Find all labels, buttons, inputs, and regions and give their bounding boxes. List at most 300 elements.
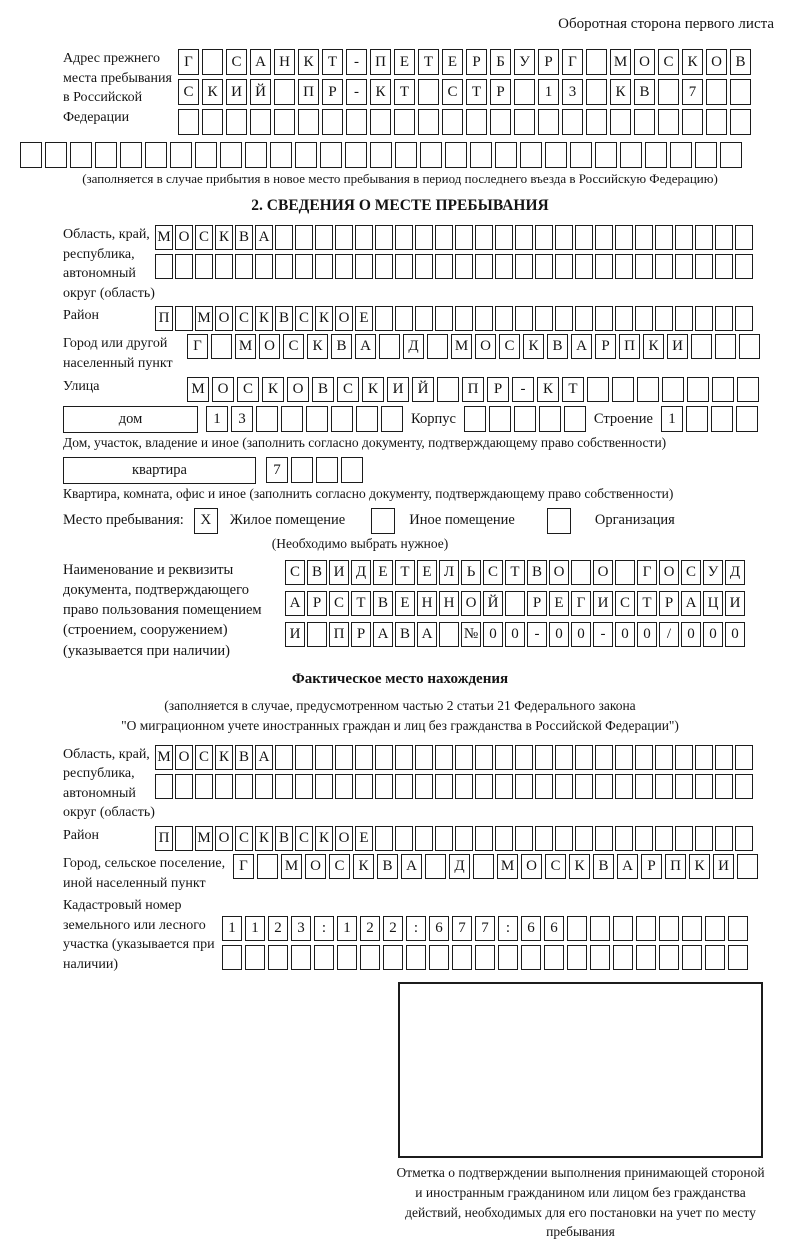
char-boxes-row — [155, 225, 753, 250]
char-box — [735, 306, 753, 331]
char-box — [395, 306, 413, 331]
char-boxes-row — [233, 854, 758, 879]
char-box: 6 — [429, 916, 449, 941]
char-box: Р — [538, 49, 559, 75]
char-box: 3 — [291, 916, 311, 941]
char-box — [567, 916, 587, 941]
char-box — [515, 826, 533, 851]
char-box — [682, 945, 702, 970]
char-box — [355, 225, 373, 250]
char-box — [612, 377, 634, 402]
char-box: М — [195, 306, 213, 331]
char-box — [222, 945, 242, 970]
char-box: 6 — [544, 916, 564, 941]
char-box — [464, 406, 486, 432]
char-box — [375, 306, 393, 331]
char-box: А — [401, 854, 422, 879]
page-side-note: Оборотная сторона первого листа — [558, 16, 774, 32]
char-box — [739, 334, 760, 359]
char-box — [695, 745, 713, 770]
char-box: 1 — [337, 916, 357, 941]
char-box: 1 — [222, 916, 242, 941]
char-box — [635, 306, 653, 331]
char-box: К — [610, 79, 631, 105]
char-box: С — [615, 591, 635, 616]
char-box: О — [212, 377, 234, 402]
char-box — [175, 254, 193, 279]
char-box — [175, 306, 193, 331]
char-box — [571, 560, 591, 585]
char-box: Г — [571, 591, 591, 616]
char-box: В — [527, 560, 547, 585]
char-box — [636, 916, 656, 941]
char-box — [395, 142, 417, 168]
char-box: Р — [466, 49, 487, 75]
char-box — [715, 254, 733, 279]
place-type-label: Место пребывания: — [63, 512, 184, 529]
dom-caption: Дом, участок, владение и иное (заполнить согласно документу, подтверждающему право собственности) — [63, 434, 667, 450]
char-box — [645, 142, 667, 168]
char-box — [375, 254, 393, 279]
char-box — [634, 109, 655, 135]
char-box: О — [287, 377, 309, 402]
char-box: О — [215, 306, 233, 331]
char-box — [539, 406, 561, 432]
char-box — [315, 774, 333, 799]
field-previous-address — [20, 49, 780, 139]
char-box — [735, 745, 753, 770]
checkbox-zhiloe[interactable]: X — [194, 508, 218, 534]
char-box: К — [215, 745, 233, 770]
char-box — [590, 945, 610, 970]
char-box: В — [235, 745, 253, 770]
stamp-caption: Отметка о подтверждении выполнения принимающей стороной и иностранным гражданином или лицом без гражданства действий, необходимых для его постановки на учет по месту пребывания — [396, 1165, 765, 1240]
char-box: - — [527, 622, 547, 647]
char-box: С — [283, 334, 304, 359]
char-box: Т — [466, 79, 487, 105]
char-box — [495, 774, 513, 799]
char-box — [675, 306, 693, 331]
char-box: И — [329, 560, 349, 585]
char-box: К — [315, 826, 333, 851]
char-box — [544, 945, 564, 970]
char-box: А — [617, 854, 638, 879]
char-box — [202, 49, 223, 75]
char-box — [20, 142, 42, 168]
char-box: С — [178, 79, 199, 105]
char-box: Й — [412, 377, 434, 402]
char-box: М — [281, 854, 302, 879]
char-box — [695, 142, 717, 168]
char-box — [295, 745, 313, 770]
char-box — [475, 826, 493, 851]
char-box: 1 — [206, 406, 228, 432]
char-box — [705, 945, 725, 970]
char-box — [455, 254, 473, 279]
char-box — [275, 745, 293, 770]
char-box — [490, 109, 511, 135]
char-box: 2 — [383, 916, 403, 941]
char-boxes-row — [178, 109, 751, 135]
char-box — [274, 109, 295, 135]
char-box — [175, 826, 193, 851]
char-box — [728, 916, 748, 941]
char-box — [455, 774, 473, 799]
char-box — [655, 774, 673, 799]
char-box — [315, 225, 333, 250]
char-boxes-row — [206, 406, 403, 432]
char-box — [495, 225, 513, 250]
char-box: - — [346, 79, 367, 105]
char-box — [195, 774, 213, 799]
checkbox-organizatsiya[interactable] — [547, 508, 571, 534]
char-box — [425, 854, 446, 879]
char-box — [211, 334, 232, 359]
char-box — [515, 745, 533, 770]
char-box — [455, 745, 473, 770]
char-box — [615, 745, 633, 770]
char-box — [337, 945, 357, 970]
char-box — [346, 109, 367, 135]
char-box — [295, 142, 317, 168]
char-box — [682, 916, 702, 941]
char-box — [250, 109, 271, 135]
char-box — [595, 306, 613, 331]
char-box — [730, 79, 751, 105]
char-box — [381, 406, 403, 432]
char-box — [715, 225, 733, 250]
char-box: : — [314, 916, 334, 941]
char-box — [575, 826, 593, 851]
char-box — [395, 225, 413, 250]
char-box — [658, 79, 679, 105]
char-box — [475, 254, 493, 279]
char-box — [514, 79, 535, 105]
char-box — [575, 774, 593, 799]
char-box — [466, 109, 487, 135]
char-box — [728, 945, 748, 970]
char-box: В — [235, 225, 253, 250]
char-box: № — [461, 622, 481, 647]
option-zhiloe-label: Жилое помещение — [229, 512, 346, 529]
char-box — [316, 457, 338, 483]
char-box — [215, 774, 233, 799]
char-box: О — [521, 854, 542, 879]
char-box — [215, 254, 233, 279]
char-boxes-row — [285, 622, 745, 647]
char-boxes-row — [222, 916, 748, 941]
char-box: В — [312, 377, 334, 402]
char-box — [562, 109, 583, 135]
char-box — [555, 254, 573, 279]
char-box: Г — [637, 560, 657, 585]
stroenie-label: Строение — [593, 410, 653, 427]
char-box: К — [202, 79, 223, 105]
checkbox-inoe[interactable] — [371, 508, 395, 534]
char-box — [659, 945, 679, 970]
actual-location-note-line2: "О миграционном учете иностранных граждан и лиц без гражданства в Российской Федерации") — [121, 718, 679, 734]
char-box: 0 — [571, 622, 591, 647]
char-box: Р — [595, 334, 616, 359]
char-box — [195, 142, 217, 168]
char-boxes-row — [155, 774, 753, 799]
char-box — [435, 254, 453, 279]
char-box — [545, 142, 567, 168]
char-box — [495, 745, 513, 770]
char-boxes-row — [661, 406, 758, 432]
char-box: М — [195, 826, 213, 851]
char-box — [255, 254, 273, 279]
char-box — [195, 254, 213, 279]
char-box — [586, 49, 607, 75]
char-box: А — [250, 49, 271, 75]
char-box — [495, 142, 517, 168]
char-box — [256, 406, 278, 432]
char-box: Е — [373, 560, 393, 585]
char-box — [535, 774, 553, 799]
char-box — [175, 774, 193, 799]
char-box — [335, 254, 353, 279]
char-box — [379, 334, 400, 359]
char-box — [335, 774, 353, 799]
char-box: К — [569, 854, 590, 879]
char-box: Е — [549, 591, 569, 616]
char-box — [514, 109, 535, 135]
char-box: О — [475, 334, 496, 359]
gorod-label: Город или другой населенный пункт — [63, 336, 173, 371]
char-box — [655, 826, 673, 851]
char-box: Ц — [703, 591, 723, 616]
char-box: О — [335, 826, 353, 851]
char-box — [455, 225, 473, 250]
field-dom — [63, 406, 780, 433]
char-box — [637, 377, 659, 402]
char-box — [375, 225, 393, 250]
char-box — [355, 254, 373, 279]
char-box: У — [703, 560, 723, 585]
char-box — [415, 306, 433, 331]
char-box — [520, 142, 542, 168]
char-box: И — [667, 334, 688, 359]
char-box: К — [307, 334, 328, 359]
char-box: С — [442, 79, 463, 105]
char-box — [712, 377, 734, 402]
char-box — [489, 406, 511, 432]
actual-location-note-line1: (заполняется в случае, предусмотренном частью 2 статьи 21 Федерального закона — [164, 698, 636, 714]
char-box: Р — [659, 591, 679, 616]
char-box: А — [355, 334, 376, 359]
char-box — [360, 945, 380, 970]
char-boxes-row — [222, 945, 748, 970]
char-box: О — [634, 49, 655, 75]
char-box: П — [155, 306, 173, 331]
char-box — [615, 774, 633, 799]
char-box: А — [373, 622, 393, 647]
char-box — [613, 916, 633, 941]
char-box — [655, 254, 673, 279]
char-box — [295, 774, 313, 799]
char-box: А — [255, 225, 273, 250]
char-box — [375, 826, 393, 851]
char-box: В — [593, 854, 614, 879]
char-box — [295, 254, 313, 279]
char-box — [505, 591, 525, 616]
field-fact-raion — [20, 826, 780, 851]
char-box — [355, 774, 373, 799]
char-box: 0 — [725, 622, 745, 647]
char-box: С — [285, 560, 305, 585]
char-box: С — [295, 306, 313, 331]
char-box — [662, 377, 684, 402]
char-box — [595, 745, 613, 770]
char-box: Т — [505, 560, 525, 585]
char-box: Д — [351, 560, 371, 585]
char-box — [595, 774, 613, 799]
char-box — [635, 774, 653, 799]
char-box: П — [665, 854, 686, 879]
char-box — [659, 916, 679, 941]
char-box — [514, 406, 536, 432]
char-box: Р — [487, 377, 509, 402]
kvartira-box: квартира — [63, 457, 256, 484]
char-box — [274, 79, 295, 105]
char-box — [555, 774, 573, 799]
char-box: И — [725, 591, 745, 616]
char-box — [220, 142, 242, 168]
char-box — [383, 945, 403, 970]
char-box — [435, 826, 453, 851]
char-box: В — [377, 854, 398, 879]
char-box: К — [523, 334, 544, 359]
char-box: Б — [490, 49, 511, 75]
char-box — [455, 306, 473, 331]
kvartira-caption: Квартира, комната, офис и иное (заполнить согласно документу, подтверждающему право собственности) — [63, 485, 674, 501]
char-box — [495, 826, 513, 851]
char-box — [370, 142, 392, 168]
char-box — [275, 774, 293, 799]
char-box — [715, 826, 733, 851]
char-box — [586, 109, 607, 135]
char-box — [495, 254, 513, 279]
char-box — [355, 745, 373, 770]
char-box — [564, 406, 586, 432]
char-box: : — [406, 916, 426, 941]
char-box — [270, 142, 292, 168]
char-box: 3 — [562, 79, 583, 105]
char-box — [735, 774, 753, 799]
char-box — [245, 945, 265, 970]
char-box — [202, 109, 223, 135]
char-box — [635, 225, 653, 250]
char-box — [331, 406, 353, 432]
char-box: К — [370, 79, 391, 105]
char-box — [737, 377, 759, 402]
char-box — [370, 109, 391, 135]
char-box — [155, 774, 173, 799]
char-box — [395, 254, 413, 279]
char-box — [452, 945, 472, 970]
char-box: 0 — [505, 622, 525, 647]
char-box — [395, 826, 413, 851]
char-box — [420, 142, 442, 168]
char-box — [281, 406, 303, 432]
actual-location-title: Фактическое место нахождения — [291, 671, 509, 688]
char-box: Д — [449, 854, 470, 879]
char-box: О — [706, 49, 727, 75]
char-box — [613, 945, 633, 970]
char-box: М — [155, 225, 173, 250]
char-box — [473, 854, 494, 879]
option-inoe-label: Иное помещение — [409, 512, 515, 529]
char-box: С — [235, 826, 253, 851]
char-box: А — [255, 745, 273, 770]
char-box: К — [362, 377, 384, 402]
char-box — [615, 225, 633, 250]
field-document — [20, 560, 780, 661]
char-box — [675, 225, 693, 250]
char-boxes-row — [178, 79, 751, 105]
char-box: 6 — [521, 916, 541, 941]
char-box: М — [497, 854, 518, 879]
char-box — [615, 306, 633, 331]
char-box: 0 — [703, 622, 723, 647]
char-box — [705, 916, 725, 941]
char-box — [418, 79, 439, 105]
char-box: И — [713, 854, 734, 879]
char-box — [538, 109, 559, 135]
char-box — [555, 306, 573, 331]
char-box: С — [235, 306, 253, 331]
char-box: О — [549, 560, 569, 585]
char-box: О — [461, 591, 481, 616]
char-box: К — [315, 306, 333, 331]
char-box: Т — [395, 560, 415, 585]
char-box: Ь — [461, 560, 481, 585]
char-boxes-row — [187, 377, 759, 402]
char-box — [715, 774, 733, 799]
char-box: Р — [527, 591, 547, 616]
char-box: Й — [250, 79, 271, 105]
char-box: П — [298, 79, 319, 105]
char-box — [418, 109, 439, 135]
char-box: Р — [351, 622, 371, 647]
char-box — [635, 745, 653, 770]
char-box — [635, 826, 653, 851]
char-box — [655, 225, 673, 250]
char-box — [535, 826, 553, 851]
char-box: К — [255, 826, 273, 851]
char-box: С — [195, 745, 213, 770]
char-box: 1 — [245, 916, 265, 941]
char-box — [475, 945, 495, 970]
char-box — [575, 254, 593, 279]
char-box — [695, 225, 713, 250]
char-box: Е — [355, 826, 373, 851]
char-box: К — [537, 377, 559, 402]
char-box: А — [571, 334, 592, 359]
char-box — [575, 225, 593, 250]
char-box — [375, 774, 393, 799]
char-box: 0 — [483, 622, 503, 647]
char-box: И — [593, 591, 613, 616]
char-box — [711, 406, 733, 432]
char-box — [291, 457, 313, 483]
char-box: Д — [403, 334, 424, 359]
char-box: П — [155, 826, 173, 851]
char-boxes-row — [187, 334, 760, 359]
char-box — [235, 254, 253, 279]
char-box — [555, 826, 573, 851]
